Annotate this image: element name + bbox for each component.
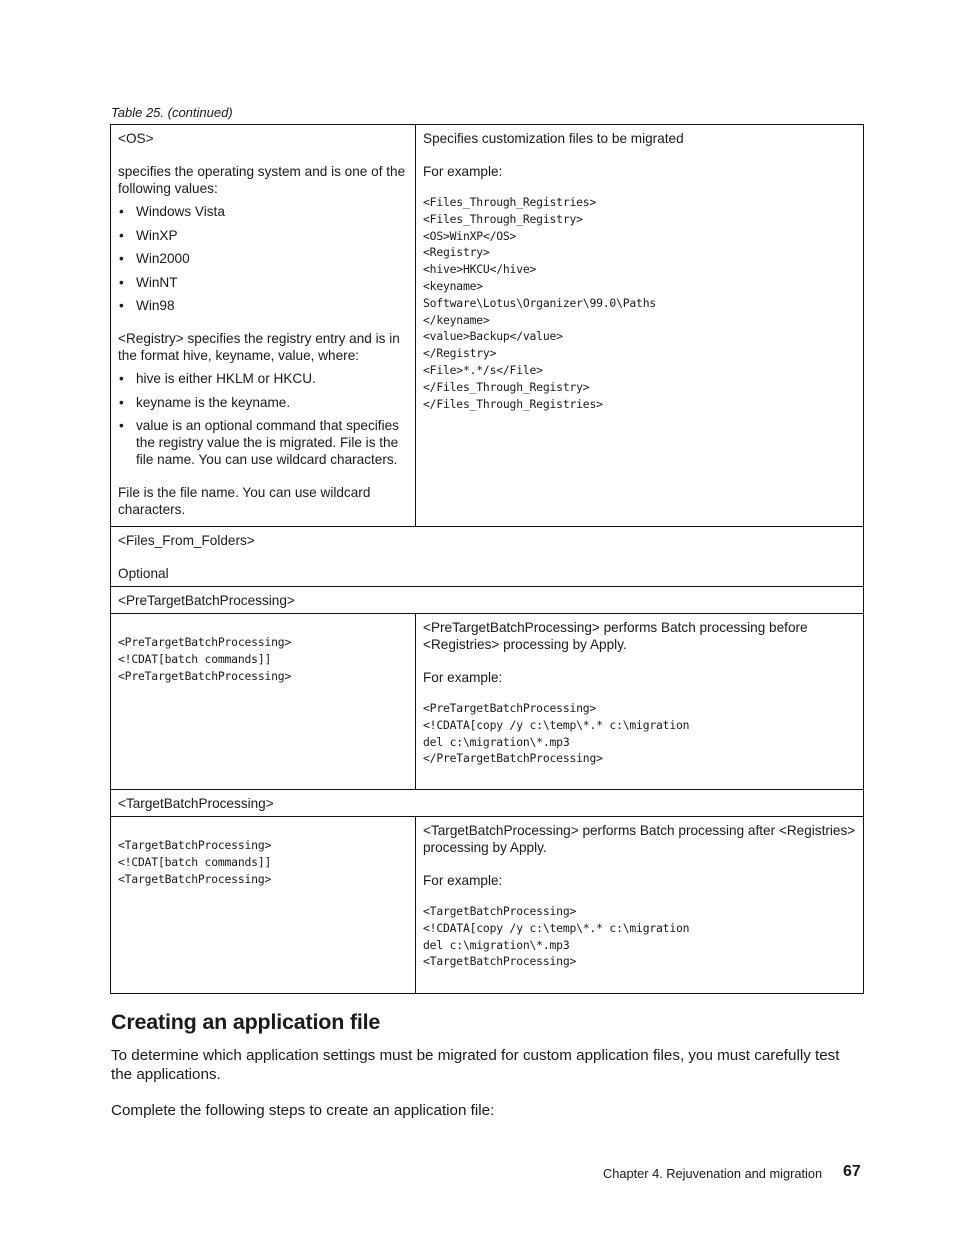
pre-target-header: <PreTargetBatchProcessing> — [118, 593, 295, 608]
os-tag: <OS> — [118, 131, 154, 146]
section-heading: Creating an application file — [111, 1010, 381, 1034]
list-item: • hive is either HKLM or HKCU. — [118, 370, 409, 387]
footer-chapter: Chapter 4. Rejuvenation and migration — [603, 1166, 823, 1181]
table-row — [111, 790, 864, 817]
table-row — [111, 527, 864, 587]
table-row — [111, 587, 864, 614]
table-cell — [111, 587, 864, 614]
table-cell — [416, 125, 864, 527]
pre-target-description: <PreTargetBatchProcessing> performs Batch processing before <Registries> processing by Apply. — [423, 620, 808, 652]
steps-paragraph: Complete the following steps to create an application file: — [111, 1102, 495, 1119]
code-syntax: <PreTargetBatchProcessing> <!CDAT[batch commands]] <PreTargetBatchProcessing> — [118, 635, 292, 683]
table-cell — [111, 790, 864, 817]
code-syntax: <TargetBatchProcessing> <!CDAT[batch commands]] <TargetBatchProcessing> — [118, 838, 272, 886]
registry-items-list — [118, 370, 409, 468]
table-cell — [111, 614, 416, 790]
list-item: • Windows Vista — [118, 203, 409, 220]
table-cell — [416, 614, 864, 790]
settings-table — [110, 124, 864, 994]
example-label: For example: — [423, 873, 503, 888]
registry-description: <Registry> specifies the registry entry and is in the format hive, keyname, value, where: — [118, 331, 400, 363]
table-cell — [111, 527, 864, 587]
files-description: Specifies customization files to be migrated — [423, 131, 684, 146]
page-number: 67 — [843, 1163, 861, 1180]
code-example: <Files_Through_Registries> <Files_Through_Registry> <OS>WinXP</OS> <Registry> <hive>HKCU</hive> <keyname> Software\Lotus\Organizer\99.0\Paths </keyname> <value>Backup</value> </Registry> <File>*.*/s</File> </Files_Through_Registry> </Files_Through_Registries> — [423, 195, 657, 411]
example-label: For example: — [423, 164, 503, 179]
code-example: <TargetBatchProcessing> <!CDATA[copy /y c:\temp\*.* c:\migration del c:\migration\*.mp3 <TargetBatchProcessing> — [423, 904, 690, 969]
table-row — [111, 125, 864, 527]
table-row — [111, 817, 864, 994]
list-item: • WinNT — [118, 274, 409, 291]
optional-note: Optional — [118, 566, 169, 581]
table-row — [111, 614, 864, 790]
table-cell — [416, 817, 864, 994]
table-caption: Table 25. (continued) — [111, 105, 233, 120]
intro-paragraph: To determine which application settings must be migrated for custom application files, you must carefully test the applications. — [111, 1047, 840, 1083]
target-header: <TargetBatchProcessing> — [118, 796, 274, 811]
table-cell — [111, 125, 416, 527]
example-label: For example: — [423, 670, 503, 685]
list-item: • Win2000 — [118, 250, 409, 267]
code-example: <PreTargetBatchProcessing> <!CDATA[copy /y c:\temp\*.* c:\migration del c:\migration\*.mp3 </PreTargetBatchProcessing> — [423, 701, 690, 766]
os-description: specifies the operating system and is one of the following values: — [118, 164, 406, 196]
target-description: <TargetBatchProcessing> performs Batch processing after <Registries> processing by Apply. — [423, 823, 856, 855]
list-item: • Win98 — [118, 297, 409, 314]
os-values-list — [118, 203, 409, 314]
table-cell — [111, 817, 416, 994]
file-description: File is the file name. You can use wildcard characters. — [118, 485, 371, 517]
files-from-folders-tag: <Files_From_Folders> — [118, 533, 255, 548]
list-item: • keyname is the keyname. — [118, 394, 409, 411]
list-item: • value is an optional command that specifies the registry value the is migrated. File is the file name. You can use wildcard characters. — [118, 417, 409, 468]
list-item: • WinXP — [118, 227, 409, 244]
